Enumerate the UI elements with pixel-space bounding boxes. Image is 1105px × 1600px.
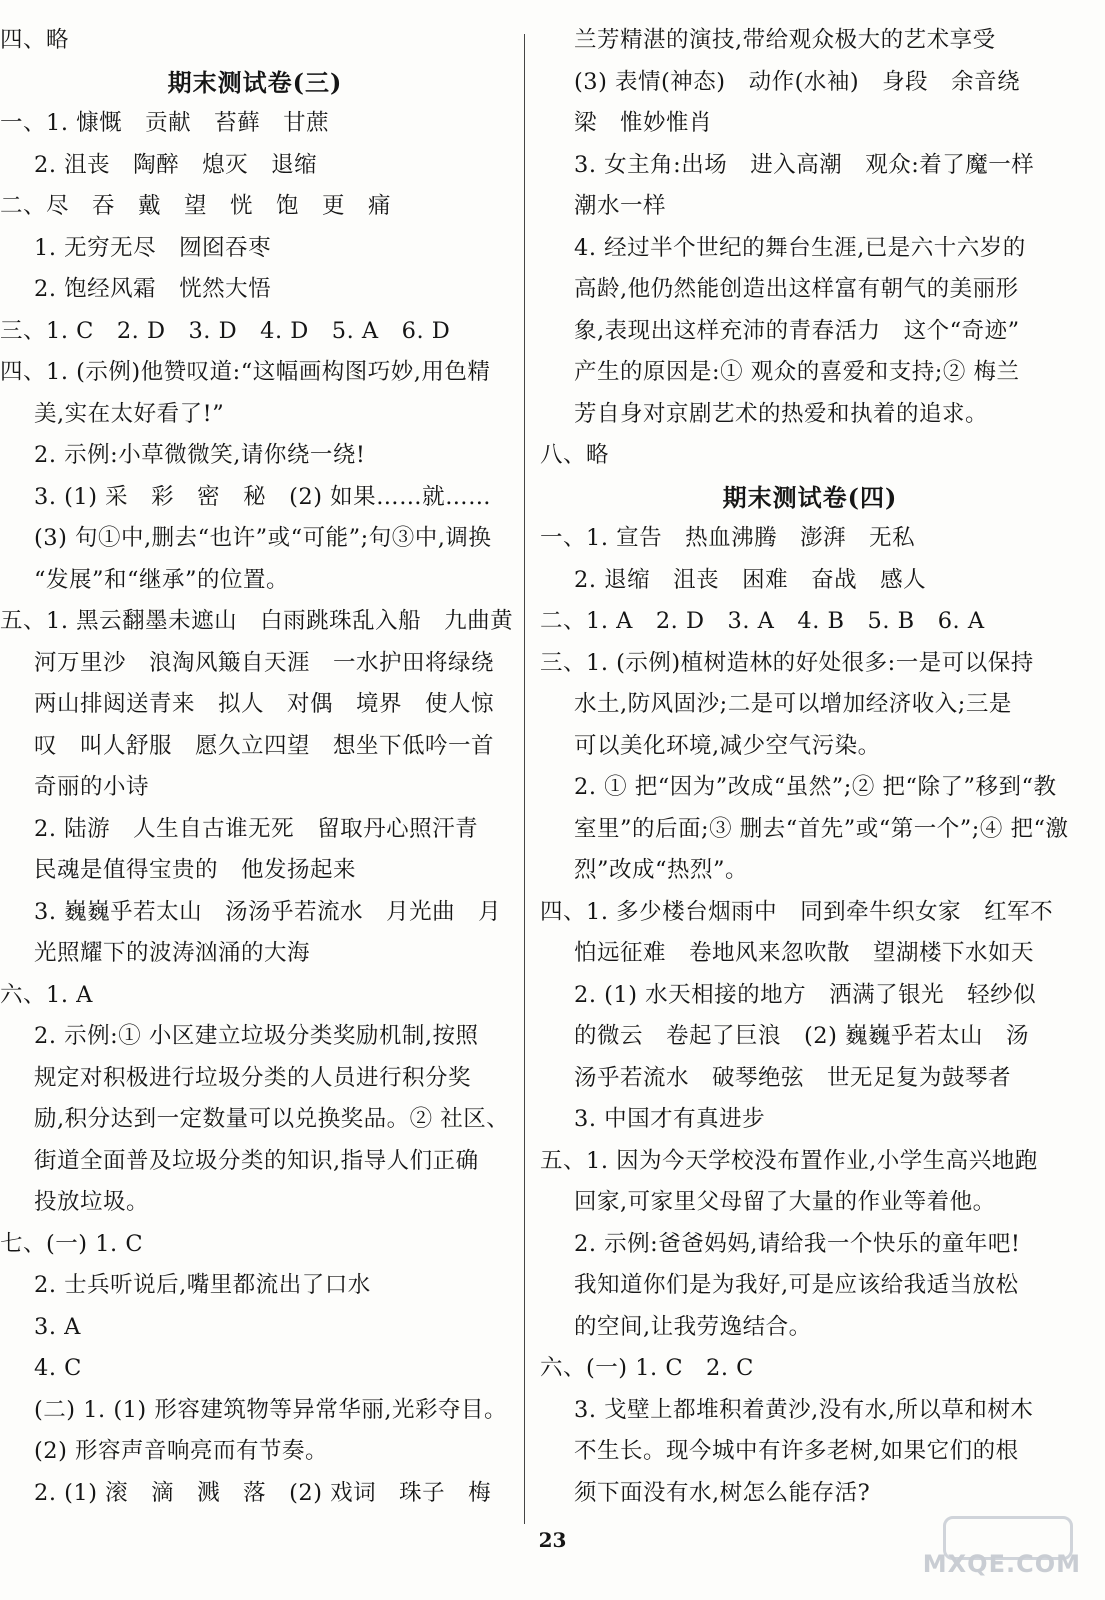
answer-line: 梁 惟妙惟肖 xyxy=(574,110,713,136)
answer-line: 可以美化环境,减少空气污染。 xyxy=(574,732,881,759)
answer-line: 室里”的后面;③ 删去“首先”或“第一个”;④ 把“激 xyxy=(574,815,1069,842)
answer-line: 2. 退缩 沮丧 困难 奋战 感人 xyxy=(574,566,927,593)
answer-line: 2. 士兵听说后,嘴里都流出了口水 xyxy=(34,1272,371,1298)
answer-line: 怕远征难 卷地风来忽吹散 望湖楼下水如天 xyxy=(574,940,1035,966)
answer-line: 4. 经过半个世纪的舞台生涯,已是六十六岁的 xyxy=(574,234,1026,261)
answer-line: 叹 叫人舒服 愿久立四望 想坐下低吟一首 xyxy=(34,732,495,759)
answer-line: “发展”和“继承”的位置。 xyxy=(34,566,290,593)
answer-line: 水土,防风固沙;二是可以增加经济收入;三是 xyxy=(574,691,1012,717)
answer-line: 2. 示例:小草微微笑,请你绕一绕! xyxy=(34,442,366,468)
answer-line: 2. 示例:① 小区建立垃圾分类奖励机制,按照 xyxy=(34,1023,479,1049)
answer-line: 3. 戈壁上都堆积着黄沙,没有水,所以草和树木 xyxy=(574,1396,1034,1423)
answer-line: 励,积分达到一定数量可以兑换奖品。② 社区、 xyxy=(34,1106,510,1132)
answer-line: 民魂是值得宝贵的 他发扬起来 xyxy=(34,857,357,883)
answer-line: (3) 表情(神态) 动作(水袖) 身段 余音绕 xyxy=(574,68,1021,95)
answer-line: 二、1. A 2. D 3. A 4. B 5. B 6. A xyxy=(540,608,985,634)
answer-line: 产生的原因是:① 观众的喜爱和支持;② 梅兰 xyxy=(574,359,1020,385)
answer-line: 芳自身对京剧艺术的热爱和执着的追求。 xyxy=(574,400,989,427)
answer-line: 七、(一) 1. C xyxy=(0,1230,144,1257)
page-number: 23 xyxy=(538,1528,567,1552)
answer-line: 河万里沙 浪淘风簸自天涯 一水护田将绿绕 xyxy=(34,649,495,676)
answer-line: (3) 句①中,删去“也许”或“可能”;句③中,调换 xyxy=(34,525,492,551)
answer-line: 回家,可家里父母留了大量的作业等着他。 xyxy=(574,1189,996,1215)
left-column xyxy=(0,20,514,1514)
answer-line: 六、1. A xyxy=(0,981,93,1008)
answer-line: 2. ① 把“因为”改成“虽然”;② 把“除了”移到“教 xyxy=(574,774,1057,800)
answer-line: 3. 中国才有真进步 xyxy=(574,1106,766,1132)
answer-line: 高龄,他仍然能创造出这样富有朝气的美丽形 xyxy=(574,276,1019,302)
answer-line: 一、1. 宣告 热血沸腾 澎湃 无私 xyxy=(540,525,916,551)
answer-line: 汤乎若流水 破琴绝弦 世无足复为鼓琴者 xyxy=(574,1064,1012,1091)
answer-line: 两山排闼送青来 拟人 对偶 境界 使人惊 xyxy=(34,691,495,717)
answer-line: 规定对积极进行垃圾分类的人员进行积分奖 xyxy=(34,1064,472,1091)
section-heading: 期末测试卷(三) xyxy=(167,67,343,97)
answer-line: 3. 女主角:出场 进入高潮 观众:着了魔一样 xyxy=(574,151,1035,178)
answer-line: 不生长。现今城中有许多老树,如果它们的根 xyxy=(574,1438,1019,1464)
answer-line: 八、略 xyxy=(540,442,610,468)
answer-line: 2. (1) 滚 滴 溅 落 (2) 戏词 珠子 梅 xyxy=(34,1479,492,1506)
answer-line: 我知道你们是为我好,可是应该给我适当放松 xyxy=(574,1272,1019,1298)
answer-line: 美,实在太好看了!” xyxy=(34,400,225,427)
answer-line: 4. C xyxy=(34,1355,82,1381)
answer-line: 象,表现出这样充沛的青春活力 这个“奇迹” xyxy=(574,317,1020,344)
answer-line: 烈”改成“热烈”。 xyxy=(574,857,749,883)
answer-line: 三、1. (示例)植树造林的好处很多:一是可以保持 xyxy=(540,649,1034,676)
answer-line: 四、1. (示例)他赞叹道:“这幅画构图巧妙,用色精 xyxy=(0,359,491,385)
answer-line: 的微云 卷起了巨浪 (2) 巍巍乎若太山 汤 xyxy=(574,1023,1030,1049)
answer-line: 3. (1) 采 彩 密 秘 (2) 如果……就…… xyxy=(34,483,492,510)
answer-line: 3. A xyxy=(34,1313,81,1340)
answer-line: 须下面没有水,树怎么能存活? xyxy=(574,1479,871,1506)
answer-line: 1. 无穷无尽 囫囵吞枣 xyxy=(34,234,272,261)
answer-line: 潮水一样 xyxy=(574,193,667,219)
answer-line: 三、1. C 2. D 3. D 4. D 5. A 6. D xyxy=(0,317,451,344)
answer-line: (二) 1. (1) 形容建筑物等异常华丽,光彩夺目。 xyxy=(34,1396,508,1423)
right-column xyxy=(540,20,1080,1514)
column-divider xyxy=(524,34,525,1524)
answer-line: 四、略 xyxy=(0,27,70,53)
answer-line: 五、1. 黑云翻墨未遮山 白雨跳珠乱入船 九曲黄 xyxy=(0,608,514,634)
answer-line: 投放垃圾。 xyxy=(34,1189,150,1215)
answer-line: 六、(一) 1. C 2. C xyxy=(540,1355,754,1381)
watermark-logo xyxy=(922,1516,1081,1578)
answer-line: 3. 巍巍乎若太山 汤汤乎若流水 月光曲 月 xyxy=(34,898,502,925)
section-heading: 期末测试卷(四) xyxy=(722,482,898,512)
answer-line: 2. 饱经风霜 恍然大悟 xyxy=(34,276,272,302)
answer-line: (2) 形容声音响亮而有节奏。 xyxy=(34,1438,329,1464)
answer-line: 街道全面普及垃圾分类的知识,指导人们正确 xyxy=(34,1147,479,1174)
answer-line: 五、1. 因为今天学校没布置作业,小学生高兴地跑 xyxy=(540,1147,1038,1174)
answer-line: 兰芳精湛的演技,带给观众极大的艺术享受 xyxy=(574,27,996,53)
answer-line: 光照耀下的波涛汹涌的大海 xyxy=(34,940,311,966)
answer-line: 四、1. 多少楼台烟雨中 同到牵牛织女家 红军不 xyxy=(540,898,1054,925)
answer-line: 2. 沮丧 陶醉 熄灭 退缩 xyxy=(34,151,318,178)
watermark-text: MXQE.COM xyxy=(922,1550,1081,1578)
answer-line: 奇丽的小诗 xyxy=(34,774,150,800)
answer-line: 二、尽 吞 戴 望 恍 饱 更 痛 xyxy=(0,193,392,219)
answer-line: 2. (1) 水天相接的地方 洒满了银光 轻纱似 xyxy=(574,981,1037,1008)
answer-line: 2. 示例:爸爸妈妈,请给我一个快乐的童年吧! xyxy=(574,1230,1021,1257)
answer-line: 一、1. 慷慨 贡献 苔藓 甘蔗 xyxy=(0,110,330,136)
answer-line: 2. 陆游 人生自古谁无死 留取丹心照汗青 xyxy=(34,815,479,842)
answer-line: 的空间,让我劳逸结合。 xyxy=(574,1313,812,1340)
